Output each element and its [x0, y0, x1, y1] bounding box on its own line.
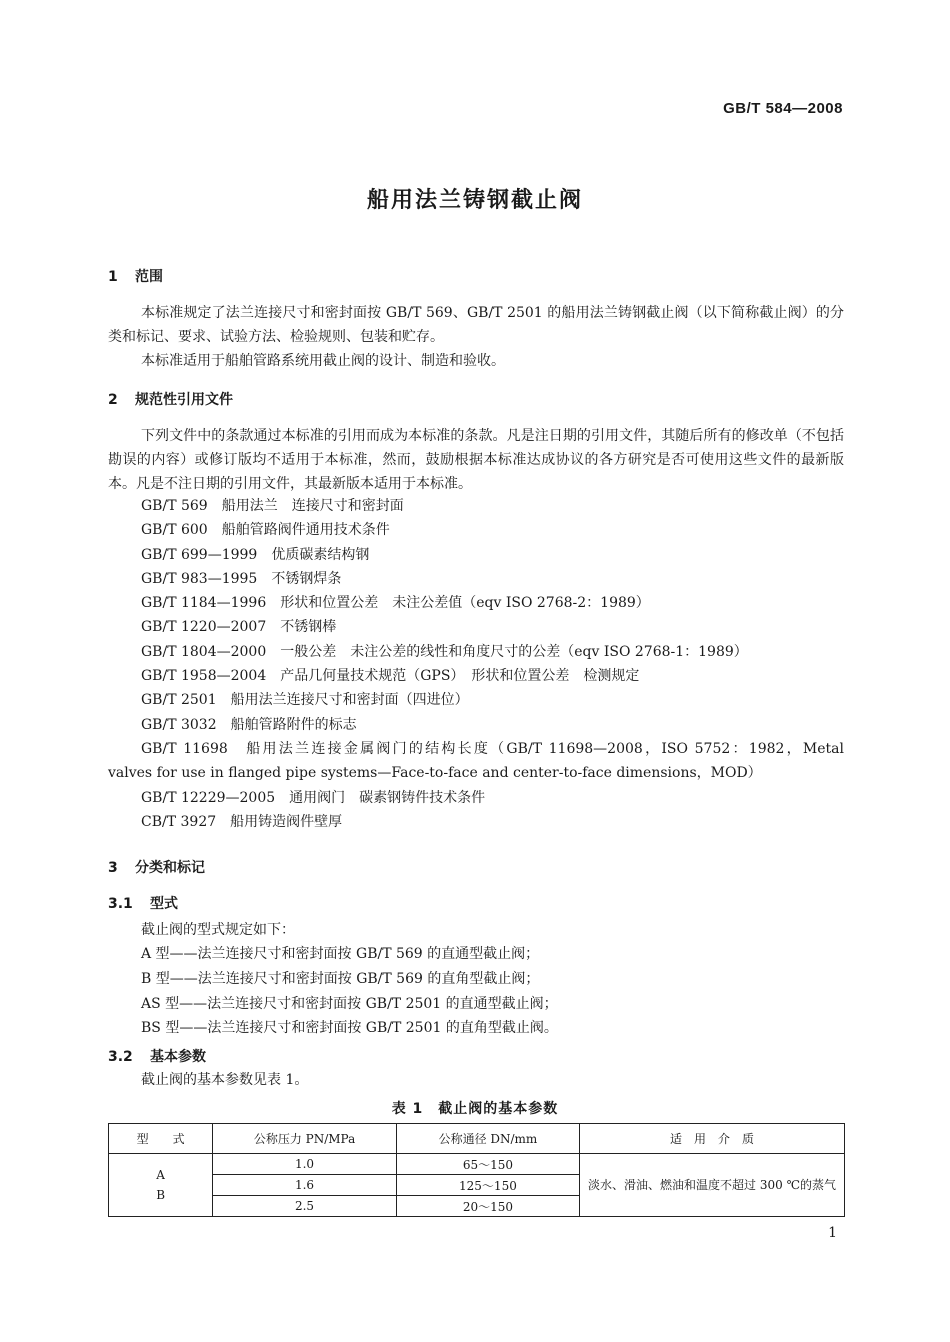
- reference-item: GB/T 2501 船用法兰连接尺寸和密封面（四进位）: [141, 692, 469, 709]
- reference-item: GB/T 1184—1996 形状和位置公差 未注公差值（eqv ISO 2768-2：1989）: [141, 595, 650, 612]
- header-cell: 公称压力 PN/MPa: [213, 1124, 397, 1154]
- header-cell: 型 式: [109, 1124, 213, 1154]
- basic-parameters-table: [108, 1123, 845, 1217]
- section-title: 分类和标记: [135, 860, 205, 876]
- header-cell: 适 用 介 质: [580, 1124, 845, 1154]
- table-reference-text: 截止阀的基本参数见表 1。: [141, 1072, 309, 1088]
- medium-cell: 淡水、滑油、燃油和温度不超过 300 ℃的蒸气: [580, 1154, 845, 1217]
- diameter-cell: 20～150: [396, 1196, 579, 1217]
- header-cell: 公称通径 DN/mm: [396, 1124, 579, 1154]
- table-caption: 表 1 截止阀的基本参数: [391, 1101, 559, 1117]
- reference-item: CB/T 3927 船用铸造阀件壁厚: [141, 813, 343, 830]
- reference-item: GB/T 1220—2007 不锈钢棒: [141, 619, 337, 636]
- section-3-2-heading: [108, 1046, 206, 1066]
- section-number: 3: [108, 860, 118, 876]
- diameter-cell: 125～150: [396, 1175, 579, 1196]
- page-number: 1: [828, 1225, 837, 1241]
- reference-item: GB/T 3032 船舶管路附件的标志: [141, 716, 357, 733]
- section-2-paragraph: 下列文件中的条款通过本标准的引用而成为本标准的条款。凡是注日期的引用文件，其随后所有的修改单（不包括勘误的内容）或修订版均不适用于本标准，然而，鼓励根据本标准达成协议的各方研究是否可使用这些文件的最新版本。凡是不注日期的引用文件，其最新版本适用于本标准。: [108, 428, 844, 492]
- section-1-heading: [108, 266, 163, 286]
- section-number: 3.1: [108, 896, 133, 912]
- standard-code: GB/T 584—2008: [723, 100, 843, 117]
- type-intro: 截止阀的型式规定如下：: [141, 922, 295, 938]
- type-cell: [109, 1154, 213, 1217]
- section-title: 范围: [135, 269, 163, 285]
- reference-item-continuation: valves for use in flanged pipe systems—Face-to-face and center-to-face dimensions，MOD）: [108, 765, 762, 782]
- reference-item: GB/T 569 船用法兰 连接尺寸和密封面: [141, 498, 404, 514]
- pressure-cell: 2.5: [213, 1196, 397, 1217]
- pressure-cell: 1.0: [213, 1154, 397, 1175]
- type-item: BS 型——法兰连接尺寸和密封面按 GB/T 2501 的直角型截止阀。: [141, 1020, 558, 1036]
- section-number: 2: [108, 392, 118, 408]
- reference-item: GB/T 12229—2005 通用阀门 碳素钢铸件技术条件: [141, 789, 486, 806]
- normative-references-list: [108, 494, 844, 834]
- document-title: 船用法兰铸钢截止阀: [366, 188, 583, 213]
- section-2-heading: [108, 389, 233, 409]
- diameter-cell: 65～150: [396, 1154, 579, 1175]
- reference-item: GB/T 11698 船用法兰连接金属阀门的结构长度（GB/T 11698—2008，ISO 5752：1982，Metal: [141, 740, 844, 757]
- section-title: 基本参数: [150, 1049, 206, 1065]
- type-value: A: [156, 1168, 165, 1182]
- pressure-cell: 1.6: [213, 1175, 397, 1196]
- type-value: B: [156, 1188, 166, 1202]
- section-title: 型式: [150, 896, 178, 912]
- reference-item: GB/T 1958—2004 产品几何量技术规范（GPS） 形状和位置公差 检测规定: [141, 668, 640, 685]
- reference-item: GB/T 983—1995 不锈钢焊条: [141, 570, 342, 587]
- type-item: AS 型——法兰连接尺寸和密封面按 GB/T 2501 的直通型截止阀；: [141, 996, 558, 1012]
- section-number: 3.2: [108, 1049, 133, 1065]
- section-number: 1: [108, 269, 118, 285]
- type-item: A 型——法兰连接尺寸和密封面按 GB/T 569 的直通型截止阀；: [141, 946, 540, 962]
- section-title: 规范性引用文件: [135, 392, 233, 408]
- reference-item: GB/T 1804—2000 一般公差 未注公差的线性和角度尺寸的公差（eqv ISO 2768-1：1989）: [141, 643, 748, 660]
- type-item: B 型——法兰连接尺寸和密封面按 GB/T 569 的直角型截止阀；: [141, 971, 540, 987]
- section-1-paragraph-2: 本标准适用于船舶管路系统用截止阀的设计、制造和验收。: [141, 353, 505, 369]
- reference-item: GB/T 600 船舶管路阀件通用技术条件: [141, 522, 390, 539]
- table-header-row: [109, 1124, 845, 1154]
- section-3-1-heading: [108, 893, 178, 913]
- section-1-paragraph-1: 本标准规定了法兰连接尺寸和密封面按 GB/T 569、GB/T 2501 的船用法兰铸钢截止阀（以下简称截止阀）的分类和标记、要求、试验方法、检验规则、包装和贮存。: [108, 305, 844, 345]
- reference-item: GB/T 699—1999 优质碳素结构钢: [141, 546, 370, 563]
- section-3-heading: [108, 857, 205, 877]
- table-row: [109, 1154, 845, 1175]
